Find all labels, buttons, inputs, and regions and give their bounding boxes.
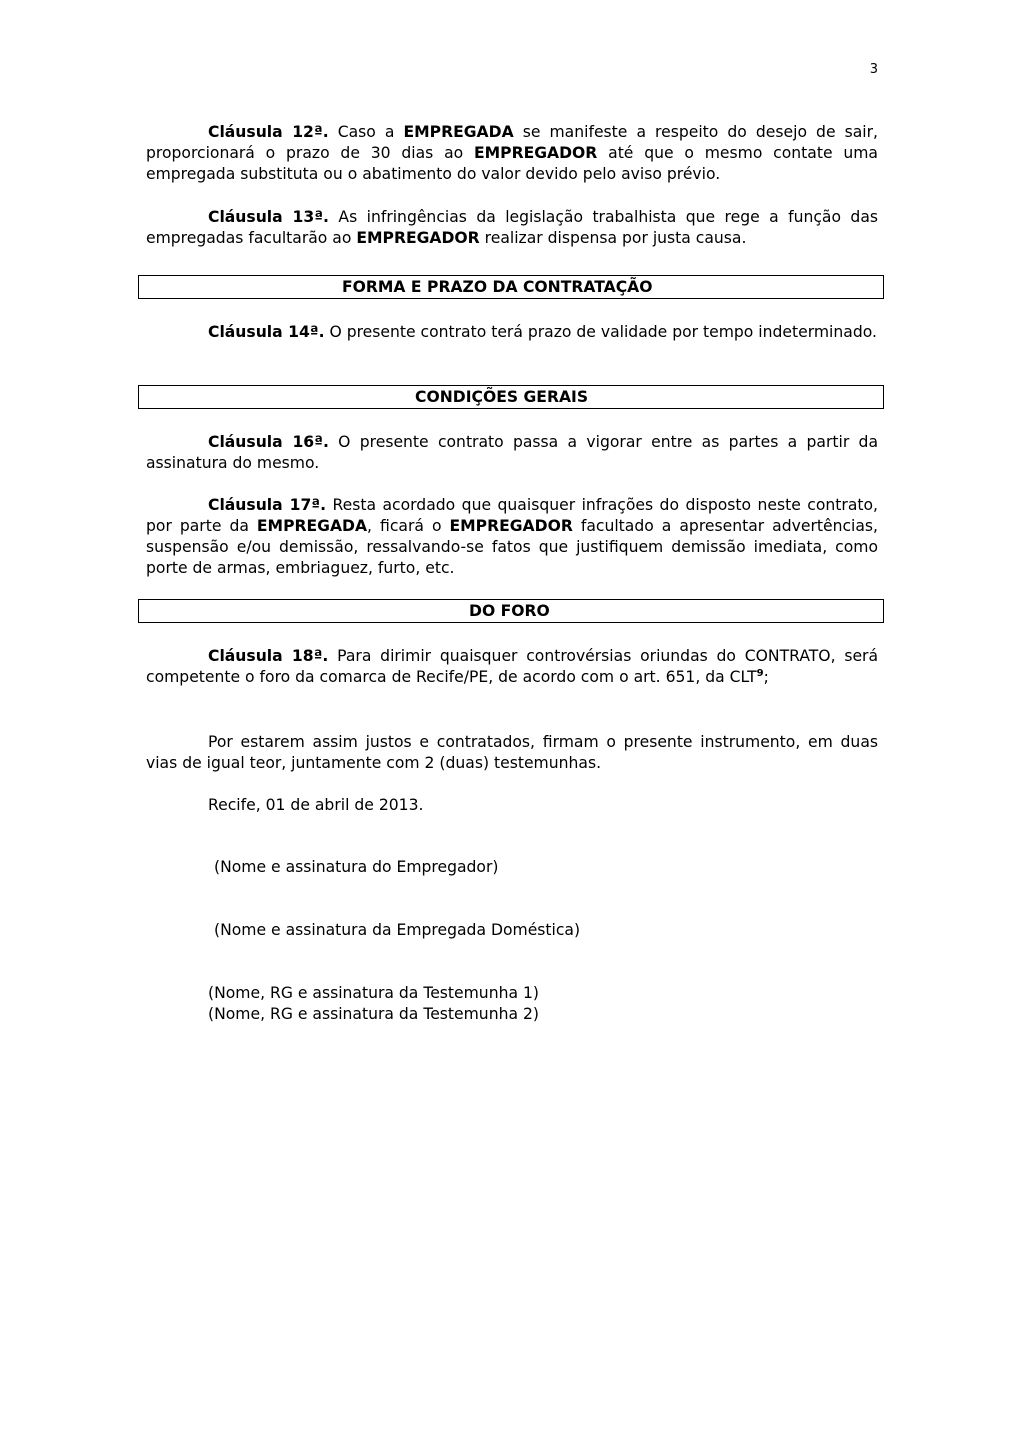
- section-header-condicoes-gerais: [138, 385, 884, 409]
- footnote-marker: 9: [756, 667, 764, 679]
- clause-17-label: Cláusula 17ª.: [208, 496, 327, 514]
- clause-18-label: Cláusula 18ª.: [208, 647, 329, 665]
- signature-witness-2: (Nome, RG e assinatura da Testemunha 2): [208, 1005, 539, 1023]
- date-line: Recife, 01 de abril de 2013.: [208, 796, 424, 814]
- signature-employee: (Nome e assinatura da Empregada Doméstica): [214, 921, 581, 939]
- page-number: 3: [869, 62, 878, 77]
- section-header-do-foro: [138, 599, 884, 623]
- signature-employer: (Nome e assinatura do Empregador): [214, 858, 499, 876]
- clause-13: Cláusula 13ª. As infringências da legislação trabalhista que rege a função das empregadas facultarão ao EMPREGADOR realizar dispensa por justa causa.: [146, 208, 879, 247]
- clause-12-label: Cláusula 12ª.: [208, 123, 329, 141]
- clause-12: Cláusula 12ª. Caso a EMPREGADA se manifeste a respeito do desejo de sair, proporcionará o prazo de 30 dias ao EMPREGADOR até que o mesmo contate uma empregada substituta ou o abatimento do valor devido pelo aviso prévio.: [146, 123, 878, 183]
- section-title: FORMA E PRAZO DA CONTRATAÇÃO: [342, 278, 653, 296]
- clause-14: Cláusula 14ª. O presente contrato terá prazo de validade por tempo indeterminado.: [208, 323, 877, 341]
- section-title: DO FORO: [469, 602, 550, 620]
- clause-14-label: Cláusula 14ª.: [208, 323, 325, 341]
- clause-13-label: Cláusula 13ª.: [208, 208, 329, 226]
- clause-16: Cláusula 16ª. O presente contrato passa a vigorar entre as partes a partir da assinatura do mesmo.: [146, 433, 878, 472]
- closing-paragraph: Por estarem assim justos e contratados, firmam o presente instrumento, em duas vias de igual teor, juntamente com 2 (duas) testemunhas.: [146, 733, 878, 772]
- section-header-forma-prazo: [138, 275, 884, 299]
- clause-17: Cláusula 17ª. Resta acordado que quaisquer infrações do disposto neste contrato, por parte da EMPREGADA, ficará o EMPREGADOR facultado a apresentar advertências, suspensão e/ou demissão, ressalvando-se fatos que justifiquem demissão imediata, como porte de armas, embriaguez, furto, etc.: [146, 496, 878, 577]
- section-title: CONDIÇÕES GERAIS: [415, 388, 589, 406]
- signature-witness-1: (Nome, RG e assinatura da Testemunha 1): [208, 984, 539, 1002]
- clause-16-label: Cláusula 16ª.: [208, 433, 329, 451]
- clause-18: Cláusula 18ª. Para dirimir quaisquer controvérsias oriundas do CONTRATO, será competente o foro da comarca de Recife/PE, de acordo com o art. 651, da CLT$^9$;: [146, 647, 879, 686]
